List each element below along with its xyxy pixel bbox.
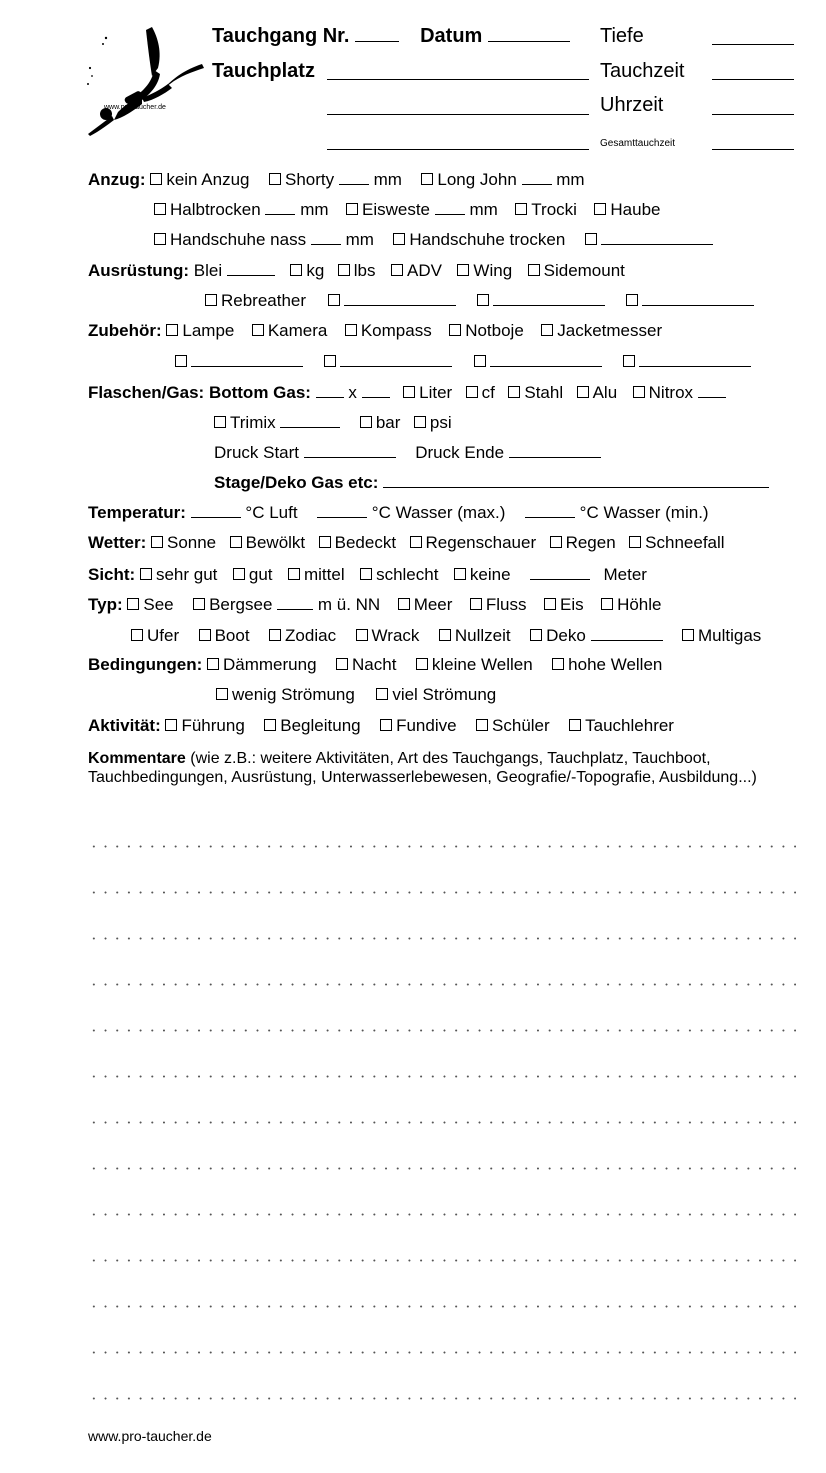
comment-line-12[interactable] [88,1351,796,1354]
checkbox-multigas[interactable] [682,629,694,641]
altitude-unit: m ü. NN [317,595,381,614]
type-row-1 [88,594,662,615]
adv-label: ADV [406,261,442,280]
gloves-dry-label: Handschuhe trocken [409,230,566,249]
bottom-gas-label: Bottom Gas: [208,383,311,402]
checkbox-kompass[interactable] [345,324,357,336]
checkbox-alu[interactable] [577,386,589,398]
sidemount-label: Sidemount [543,261,625,280]
shorty-label: Shorty [284,170,335,189]
checkbox-schneefall[interactable] [629,536,641,548]
type-label: Typ: [88,595,123,614]
comment-line-6[interactable] [88,1075,796,1078]
lbs-label: lbs [353,261,376,280]
checkbox-haube[interactable] [594,203,606,215]
multigas-label: Multigas [697,626,762,645]
trimix-label: Trimix [230,413,276,432]
type-row-2 [131,625,761,646]
comment-line-8[interactable] [88,1167,796,1170]
pressure-end-field[interactable] [509,442,601,458]
notboje-label: Notboje [465,321,524,340]
checkbox-notboje[interactable] [449,324,461,336]
checkbox-hohe-wellen[interactable] [552,658,564,670]
regen-label: Regen [565,533,616,552]
dive-number-label: Tauchgang Nr. [212,25,350,47]
accessories-row-1 [88,321,662,341]
checkbox-accessory-other-4[interactable] [623,355,635,367]
visibility-label: Sicht: [88,565,136,584]
halbtrocken-label: Halbtrocken [170,200,261,219]
suit-label: Anzug: [88,170,146,189]
daemmerung-label: Dämmerung [223,655,317,674]
long-john-label: Long John [437,170,517,189]
temperature-label: Temperatur: [88,503,186,522]
checkbox-stahl[interactable] [508,386,520,398]
sehr-gut-label: sehr gut [155,565,218,584]
weather-row [88,533,725,553]
checkbox-gloves-dry[interactable] [393,233,405,245]
checkbox-bar[interactable] [360,416,372,428]
visibility-row [88,564,647,585]
stage-gas-label: Stage/Deko Gas etc: [214,473,379,492]
deko-field[interactable] [591,625,663,641]
bedeckt-label: Bedeckt [334,533,397,552]
date-label: Datum [420,25,483,47]
comment-line-9[interactable] [88,1213,796,1216]
pressure-start-label: Druck Start [214,443,300,462]
comment-line-10[interactable] [88,1259,796,1262]
nullzeit-label: Nullzeit [454,626,511,645]
checkbox-hoehle[interactable] [601,598,613,610]
bewoelkt-label: Bewölkt [245,533,306,552]
footer-url: www.pro-taucher.de [88,1428,212,1444]
eis-label: Eis [559,595,584,614]
times-label: x [348,383,357,402]
checkbox-gloves-wet[interactable] [154,233,166,245]
tanks-label: Flaschen/Gas: [88,383,205,402]
depth-field[interactable] [712,44,794,45]
checkbox-daemmerung[interactable] [207,658,219,670]
checkbox-accessory-other-3[interactable] [474,355,486,367]
tauchlehrer-label: Tauchlehrer [585,716,674,735]
checkbox-viel-stroemung[interactable] [376,688,388,700]
cf-label: cf [481,383,495,402]
checkbox-regen[interactable] [550,536,562,548]
lampe-label: Lampe [182,321,235,340]
comment-line-2[interactable] [88,891,796,894]
gloves-wet-mm-field[interactable] [311,229,341,245]
checkbox-ufer[interactable] [131,629,143,641]
suit-row-1 [88,169,585,190]
checkbox-wrack[interactable] [356,629,368,641]
kleine-wellen-label: kleine Wellen [431,655,533,674]
pressure-start-field[interactable] [304,442,396,458]
bergsee-label: Bergsee [209,595,273,614]
checkbox-lampe[interactable] [166,324,178,336]
checkbox-see[interactable] [127,598,139,610]
schlecht-label: schlecht [376,565,439,584]
checkbox-fluss[interactable] [470,598,482,610]
temperature-row [88,502,709,523]
clock-time-field[interactable] [712,114,794,115]
checkbox-sehr-gut[interactable] [140,568,152,580]
weight-label: Blei [193,261,223,280]
gloves-wet-label: Handschuhe nass [170,230,307,249]
checkbox-zodiac[interactable] [269,629,281,641]
checkbox-mittel[interactable] [288,568,300,580]
regenschauer-label: Regenschauer [425,533,537,552]
altitude-field[interactable] [277,594,313,610]
dive-site-label: Tauchplatz [212,60,315,82]
comment-line-11[interactable] [88,1305,796,1308]
checkbox-psi[interactable] [414,416,426,428]
checkbox-accessory-other-1[interactable] [175,355,187,367]
checkbox-schlecht[interactable] [360,568,372,580]
sonne-label: Sonne [166,533,217,552]
visibility-meter-field[interactable] [530,564,590,580]
mm-unit: mm [469,200,498,219]
meer-label: Meer [413,595,453,614]
wing-label: Wing [473,261,513,280]
tanks-row-2 [214,412,452,433]
schneefall-label: Schneefall [645,533,725,552]
total-dive-time-label: Gesamttauchzeit [600,138,676,149]
see-label: See [143,595,174,614]
equipment-other-field-1[interactable] [344,290,456,306]
mm-unit: mm [300,200,329,219]
halbtrocken-mm-field[interactable] [265,199,295,215]
checkbox-eisweste[interactable] [346,203,358,215]
ufer-label: Ufer [147,626,180,645]
suit-row-3 [154,229,713,250]
comment-line-13[interactable] [88,1397,796,1400]
checkbox-halbtrocken[interactable] [154,203,166,215]
mm-unit: mm [373,170,402,189]
conditions-row-1 [88,655,662,675]
kamera-label: Kamera [267,321,328,340]
gut-label: gut [248,565,273,584]
fluss-label: Fluss [485,595,527,614]
tanks-row-1 [88,382,726,403]
zodiac-label: Zodiac [285,626,337,645]
alu-label: Alu [592,383,618,402]
eisweste-mm-field[interactable] [435,199,465,215]
conditions-row-2 [216,685,496,705]
eisweste-label: Eisweste [361,200,431,219]
checkbox-wing[interactable] [457,264,469,276]
dive-number-field[interactable] [355,26,399,42]
accessory-other-field-2[interactable] [340,351,452,367]
comment-line-5[interactable] [88,1029,796,1032]
checkbox-eis[interactable] [544,598,556,610]
begleitung-label: Begleitung [280,716,361,735]
boot-label: Boot [214,626,250,645]
checkbox-cf[interactable] [466,386,478,398]
accessories-label: Zubehör: [88,321,162,340]
checkbox-equipment-other-3[interactable] [626,294,638,306]
checkbox-keine[interactable] [454,568,466,580]
checkbox-fuehrung[interactable] [165,719,177,731]
mm-unit: mm [556,170,585,189]
equipment-row-1 [88,260,625,281]
dive-site-field[interactable] [327,79,589,80]
mm-unit: mm [345,230,374,249]
schueler-label: Schüler [492,716,550,735]
meter-label: Meter [603,565,647,584]
checkbox-jacketmesser[interactable] [541,324,553,336]
air-temp-field[interactable] [191,502,241,518]
water-temp-min-field[interactable] [525,502,575,518]
checkbox-liter[interactable] [403,386,415,398]
checkbox-deko[interactable] [530,629,542,641]
checkbox-long-john[interactable] [421,173,433,185]
mittel-label: mittel [303,565,345,584]
tank-size-field[interactable] [362,382,390,398]
comment-line-7[interactable] [88,1121,796,1124]
fundive-label: Fundive [396,716,457,735]
checkbox-trocki[interactable] [515,203,527,215]
weather-label: Wetter: [88,533,147,552]
comment-line-1[interactable] [88,845,796,848]
bar-label: bar [375,413,401,432]
comments-heading [88,749,788,787]
keine-label: keine [469,565,511,584]
tanks-row-4 [214,472,769,493]
nitrox-label: Nitrox [648,383,694,402]
tank-count-field[interactable] [316,382,344,398]
trimix-field[interactable] [280,412,340,428]
checkbox-equipment-other-1[interactable] [328,294,340,306]
accessory-other-field-3[interactable] [490,351,602,367]
date-field[interactable] [488,26,570,42]
fuehrung-label: Führung [181,716,245,735]
checkbox-trimix[interactable] [214,416,226,428]
jacketmesser-label: Jacketmesser [557,321,663,340]
checkbox-bergsee[interactable] [193,598,205,610]
shorty-mm-field[interactable] [339,169,369,185]
checkbox-meer[interactable] [398,598,410,610]
hoehle-label: Höhle [617,595,662,614]
deko-label: Deko [546,626,586,645]
checkbox-lbs[interactable] [338,264,350,276]
comment-line-4[interactable] [88,983,796,986]
checkbox-fundive[interactable] [380,719,392,731]
checkbox-gut[interactable] [233,568,245,580]
checkbox-wenig-stroemung[interactable] [216,688,228,700]
checkbox-bewoelkt[interactable] [230,536,242,548]
checkbox-equipment-other-2[interactable] [477,294,489,306]
nitrox-field[interactable] [698,382,726,398]
comments-description: (wie z.B.: weitere Aktivitäten, Art des Tauchgangs, Tauchplatz, Tauchboot, Tauchbedingungen, Ausrüstung, Unterwasserlebewesen, Geografie/-Topografie, Ausbildung...) [88,750,757,786]
conditions-label: Bedingungen: [88,655,203,674]
liter-label: Liter [419,383,453,402]
equipment-other-field-3[interactable] [642,290,754,306]
tanks-row-3 [214,442,601,463]
checkbox-suit-other[interactable] [585,233,597,245]
weight-field[interactable] [227,260,275,276]
checkbox-shorty[interactable] [269,173,281,185]
equipment-row-2 [205,290,754,311]
dive-site-field-2[interactable] [327,114,589,115]
psi-label: psi [429,413,452,432]
water-temp-max-field[interactable] [317,502,367,518]
depth-label: Tiefe [600,25,644,47]
suit-row-2 [154,199,661,220]
equipment-label: Ausrüstung: [88,261,190,280]
checkbox-sonne[interactable] [151,536,163,548]
no-suit-label: kein Anzug [166,170,250,189]
viel-stroemung-label: viel Strömung [392,685,497,704]
checkbox-no-suit[interactable] [150,173,162,185]
checkbox-boot[interactable] [199,629,211,641]
checkbox-kamera[interactable] [252,324,264,336]
dive-site-field-3[interactable] [327,149,589,150]
checkbox-adv[interactable] [391,264,403,276]
equipment-other-field-2[interactable] [493,290,605,306]
checkbox-nacht[interactable] [336,658,348,670]
logo-url: www.pro-taucher.de [104,104,166,111]
wrack-label: Wrack [371,626,420,645]
trocki-label: Trocki [531,200,577,219]
activity-row [88,716,674,736]
wenig-stroemung-label: wenig Strömung [232,685,355,704]
rebreather-label: Rebreather [221,291,307,310]
total-dive-time-field[interactable] [712,149,794,150]
checkbox-tauchlehrer[interactable] [569,719,581,731]
activity-label: Aktivität: [88,716,161,735]
suit-other-field[interactable] [601,229,713,245]
accessories-row-2 [175,351,751,372]
water-temp-max-label: °C Wasser (max.) [371,503,506,522]
stahl-label: Stahl [524,383,564,402]
pressure-end-label: Druck Ende [415,443,505,462]
long-john-mm-field[interactable] [522,169,552,185]
air-temp-label: °C Luft [245,503,298,522]
checkbox-kleine-wellen[interactable] [416,658,428,670]
clock-time-label: Uhrzeit [600,94,664,116]
accessory-other-field-4[interactable] [639,351,751,367]
checkbox-nullzeit[interactable] [439,629,451,641]
checkbox-kg[interactable] [290,264,302,276]
water-temp-min-label: °C Wasser (min.) [579,503,709,522]
dive-time-field[interactable] [712,79,794,80]
diver-logo [84,24,206,138]
checkbox-bedeckt[interactable] [319,536,331,548]
checkbox-regenschauer[interactable] [410,536,422,548]
stage-gas-field[interactable] [383,472,769,488]
comment-line-3[interactable] [88,937,796,940]
accessory-other-field-1[interactable] [191,351,303,367]
kg-label: kg [306,261,325,280]
checkbox-schueler[interactable] [476,719,488,731]
dive-time-label: Tauchzeit [600,60,685,82]
checkbox-begleitung[interactable] [264,719,276,731]
nacht-label: Nacht [352,655,397,674]
checkbox-rebreather[interactable] [205,294,217,306]
checkbox-accessory-other-2[interactable] [324,355,336,367]
kompass-label: Kompass [360,321,432,340]
hohe-wellen-label: hohe Wellen [568,655,663,674]
checkbox-sidemount[interactable] [528,264,540,276]
checkbox-nitrox[interactable] [633,386,645,398]
comments-label: Kommentare [88,750,186,767]
haube-label: Haube [610,200,661,219]
